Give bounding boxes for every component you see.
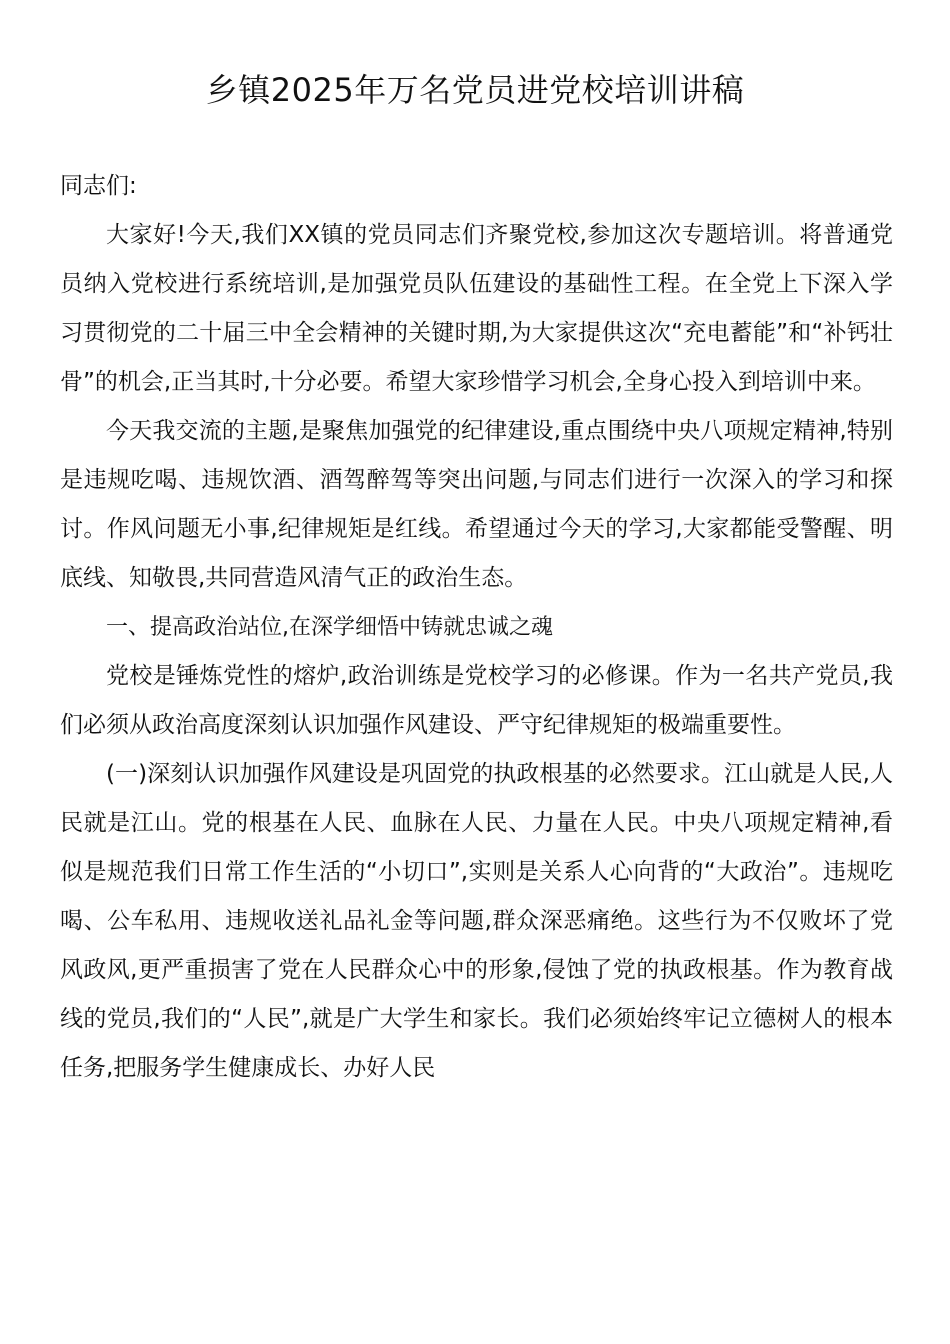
document-body — [60, 162, 893, 1093]
salutation: 同志们: — [60, 173, 137, 199]
document-title: 乡镇2025年万名党员进党校培训讲稿 — [205, 71, 745, 109]
paragraph-theme: 今天我交流的主题,是聚焦加强党的纪律建设,重点围绕中央八项规定精神,特别是违规吃喝、违规饮酒、酒驾醉驾等突出问题,与同志们进行一次深入的学习和探讨。作风问题无小事,纪律规矩是红线。希望通过今天的学习,大家都能受警醒、明底线、知敬畏,共同营造风清气正的政治生态。 — [60, 418, 893, 591]
section-heading: 一、提高政治站位,在深学细悟中铸就忠诚之魂 — [106, 615, 553, 640]
paragraph-opening: 大家好!今天,我们XX镇的党员同志们齐聚党校,参加这次专题培训。将普通党员纳入党校进行系统培训,是加强党员队伍建设的基础性工程。在全党上下深入学习贯彻党的二十届三中全会精神的关键时期,为大家提供这次“充电蓄能”和“补钙壮骨”的机会,正当其时,十分必要。希望大家珍惜学习机会,全身心投入到培训中来。 — [60, 222, 893, 395]
paragraph-party-school: 党校是锤炼党性的熔炉,政治训练是党校学习的必修课。作为一名共产党员,我们必须从政治高度深刻认识加强作风建设、严守纪律规矩的极端重要性。 — [60, 663, 893, 738]
paragraph-subsection-1: (一)深刻认识加强作风建设是巩固党的执政根基的必然要求。江山就是人民,人民就是江山。党的根基在人民、血脉在人民、力量在人民。中央八项规定精神,看似是规范我们日常工作生活的“小切口”,实则是关系人心向背的“大政治”。违规吃喝、公车私用、违规收送礼品礼金等问题,群众深恶痛绝。这些行为不仅败坏了党风政风,更严重损害了党在人民群众心中的形象,侵蚀了党的执政根基。作为教育战线的党员,我们的“人民”,就是广大学生和家长。我们必须始终牢记立德树人的根本任务,把服务学生健康成长、办好人民 — [60, 761, 893, 1081]
